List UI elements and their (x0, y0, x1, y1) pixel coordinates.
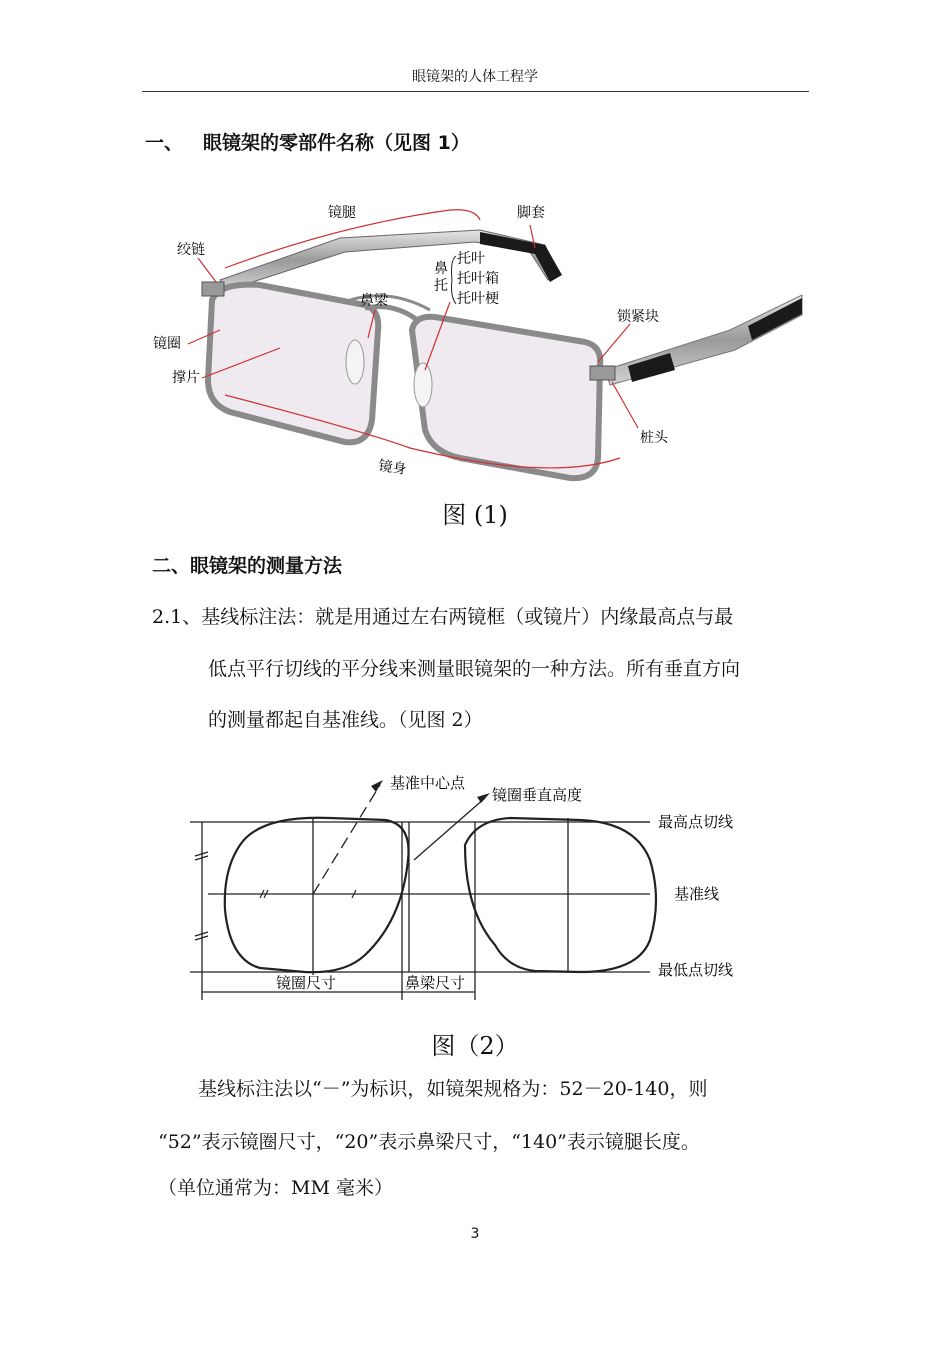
label-endpiece: 桩头 (640, 430, 668, 446)
center-point-arrowhead (371, 780, 383, 792)
paragraph-1-line-1: 2.1、基线标注法：就是用通过左右两镜框（或镜片）内缘最高点与最 (152, 606, 734, 628)
figure-2-caption: 图（2） (431, 1032, 519, 1060)
label-tip: 脚套 (517, 205, 545, 221)
label-pad-arm: 托叶梗 (457, 291, 499, 307)
section-1-heading (145, 128, 470, 155)
label-nose-pad: 托叶 (457, 251, 485, 267)
label-bottom-tangent: 最低点切线 (658, 961, 734, 979)
figure-1-caption: 图 (1) (442, 501, 508, 529)
label-lens: 撑片 (172, 370, 200, 386)
paragraph-2-line-2: “52”表示镜圈尺寸，“20”表示鼻梁尺寸，“140”表示镜腿长度。 (158, 1131, 700, 1153)
label-top-tangent: 最高点切线 (658, 813, 734, 831)
page-header: 眼镜架的人体工程学 (412, 69, 538, 85)
left-hinge (202, 282, 224, 296)
label-rim-size: 镜圈尺寸 (276, 974, 337, 992)
paragraph-2-line-1: 基线标注法以“－”为标识，如镜架规格为：52－20-140，则 (198, 1078, 708, 1100)
label-hinge: 绞链 (177, 242, 205, 258)
label-baseline: 基准线 (674, 885, 720, 903)
right-endpiece (590, 366, 615, 380)
paragraph-1-line-3: 的测量都起自基准线。（见图 2） (208, 709, 483, 731)
label-front: 镜身 (377, 458, 408, 478)
header-rule (142, 91, 809, 92)
right-lens-outline (465, 818, 656, 972)
label-nose-main-1: 鼻 (434, 261, 448, 277)
section-1-title: 眼镜架的零部件名称（见图 1） (203, 132, 470, 154)
rim-height-arrowhead (477, 793, 490, 803)
label-center-point: 基准中心点 (390, 774, 466, 792)
section-1-number: 一、 (145, 132, 184, 154)
label-bridge: 鼻梁 (360, 293, 388, 309)
label-bridge-size: 鼻梁尺寸 (405, 974, 466, 992)
paragraph-2-line-3: （单位通常为：MM 毫米） (158, 1177, 393, 1199)
center-point-leader (313, 785, 380, 894)
left-nose-pad (346, 340, 364, 384)
nose-brace (452, 256, 457, 304)
endpiece-leader (612, 382, 638, 428)
figure-2-baseline-diagram (180, 760, 780, 1025)
right-lens-rim (412, 317, 600, 478)
label-temple: 镜腿 (328, 205, 356, 221)
label-lock-block: 锁紧块 (617, 309, 659, 325)
section-2-heading: 二、眼镜架的测量方法 (152, 555, 343, 577)
left-lens-outline (225, 818, 409, 972)
paragraph-1-line-2: 低点平行切线的平分线来测量眼镜架的一种方法。所有垂直方向 (208, 658, 741, 680)
hinge-leader (198, 258, 216, 282)
right-nose-pad (414, 363, 432, 407)
label-rim: 镜圈 (153, 336, 181, 352)
page-number: 3 (470, 1226, 480, 1242)
lock-leader (598, 324, 630, 362)
label-rim-height: 镜圈垂直高度 (492, 786, 583, 804)
figure-1-glasses (150, 190, 805, 485)
label-pad-box: 托叶箱 (457, 271, 499, 287)
label-nose-main-2: 托 (434, 278, 448, 294)
